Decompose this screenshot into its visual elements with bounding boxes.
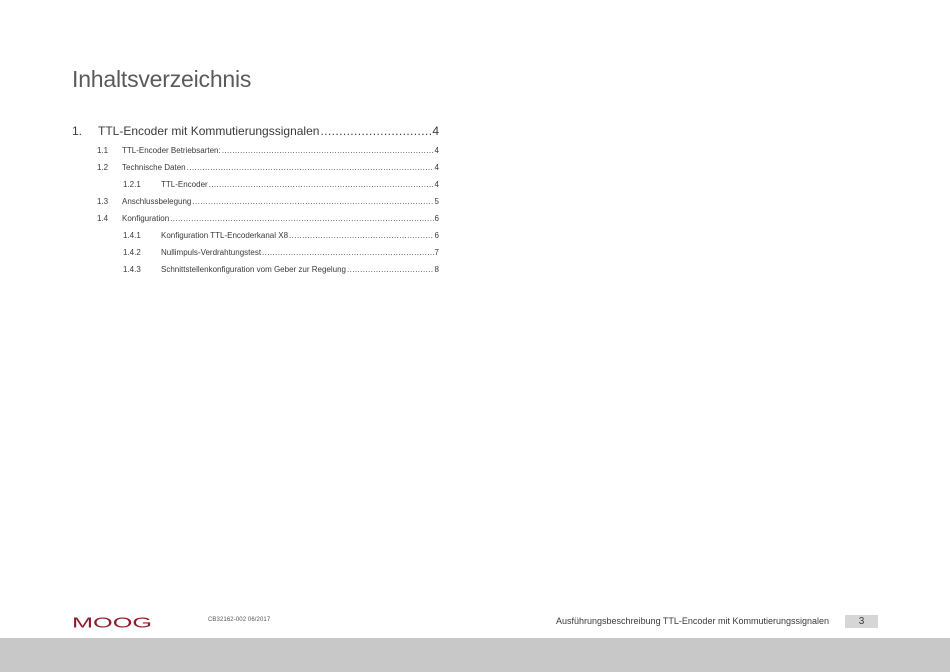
moog-logo [72, 615, 152, 629]
toc-leader [209, 180, 434, 189]
toc-entry-label: Anschlussbelegung [122, 197, 192, 206]
toc-leader [187, 163, 434, 172]
toc-leader [347, 265, 434, 274]
toc-leader [320, 124, 431, 138]
toc-entry-1-2[interactable] [97, 163, 439, 175]
toc-leader [170, 214, 433, 223]
toc-entry-number: 1. [72, 124, 83, 138]
toc-entry-number: 1.1 [97, 146, 109, 155]
toc-entry-number: 1.2.1 [123, 180, 141, 189]
toc-entry-1-4-1[interactable] [123, 231, 439, 243]
toc-entry-label: Schnittstellenkonfiguration vom Geber zur Regelung [161, 265, 346, 274]
toc-entry-number: 1.3 [97, 197, 109, 206]
toc-entry-page: 5 [434, 197, 439, 206]
document-code: CB32162-002 06/2017 [208, 617, 271, 623]
toc-entry-label: Konfiguration TTL-Encoderkanal X8 [161, 231, 289, 240]
toc-entry-label: Nullimpuls-Verdrahtungstest [161, 248, 262, 257]
toc-entry-label: TTL-Encoder Betriebsarten: [122, 146, 221, 155]
toc-leader [222, 146, 434, 155]
toc-entry-1-4[interactable] [97, 214, 439, 226]
toc-entry-1-3[interactable] [97, 197, 439, 209]
toc-entry-label: Technische Daten [122, 163, 186, 172]
toc-entry-1[interactable] [72, 124, 439, 140]
toc-entry-page: 4 [434, 180, 439, 189]
bottom-band [0, 638, 950, 672]
toc-entry-page: 8 [434, 265, 439, 274]
logo-text: MOOG [72, 615, 152, 629]
toc-entry-number: 1.4.3 [123, 265, 141, 274]
toc-entry-1-4-3[interactable] [123, 265, 439, 277]
toc-entry-label: Konfiguration [122, 214, 170, 223]
toc-entry-1-4-2[interactable] [123, 248, 439, 260]
toc-leader [289, 231, 434, 240]
toc-leader [192, 197, 433, 206]
toc-entry-page: 4 [432, 124, 439, 138]
document-title: Ausführungsbeschreibung TTL-Encoder mit Kommutierungssignalen [556, 616, 829, 626]
toc-leader [262, 248, 434, 257]
toc-entry-1-1[interactable] [97, 146, 439, 158]
toc-entry-label: TTL-Encoder mit Kommutierungssignalen [98, 124, 320, 138]
toc-entry-1-2-1[interactable] [123, 180, 439, 192]
toc-entry-number: 1.4.2 [123, 248, 141, 257]
toc-entry-page: 6 [434, 214, 439, 223]
page-number: 3 [845, 615, 878, 628]
toc-entry-number: 1.4 [97, 214, 109, 223]
toc-entry-number: 1.4.1 [123, 231, 141, 240]
toc-entry-page: 4 [434, 163, 439, 172]
page-title: Inhaltsverzeichnis [72, 66, 252, 92]
toc-entry-page: 7 [434, 248, 439, 257]
toc-entry-number: 1.2 [97, 163, 109, 172]
toc-entry-page: 4 [434, 146, 439, 155]
toc-entry-page: 6 [434, 231, 439, 240]
toc-entry-label: TTL-Encoder [161, 180, 208, 189]
